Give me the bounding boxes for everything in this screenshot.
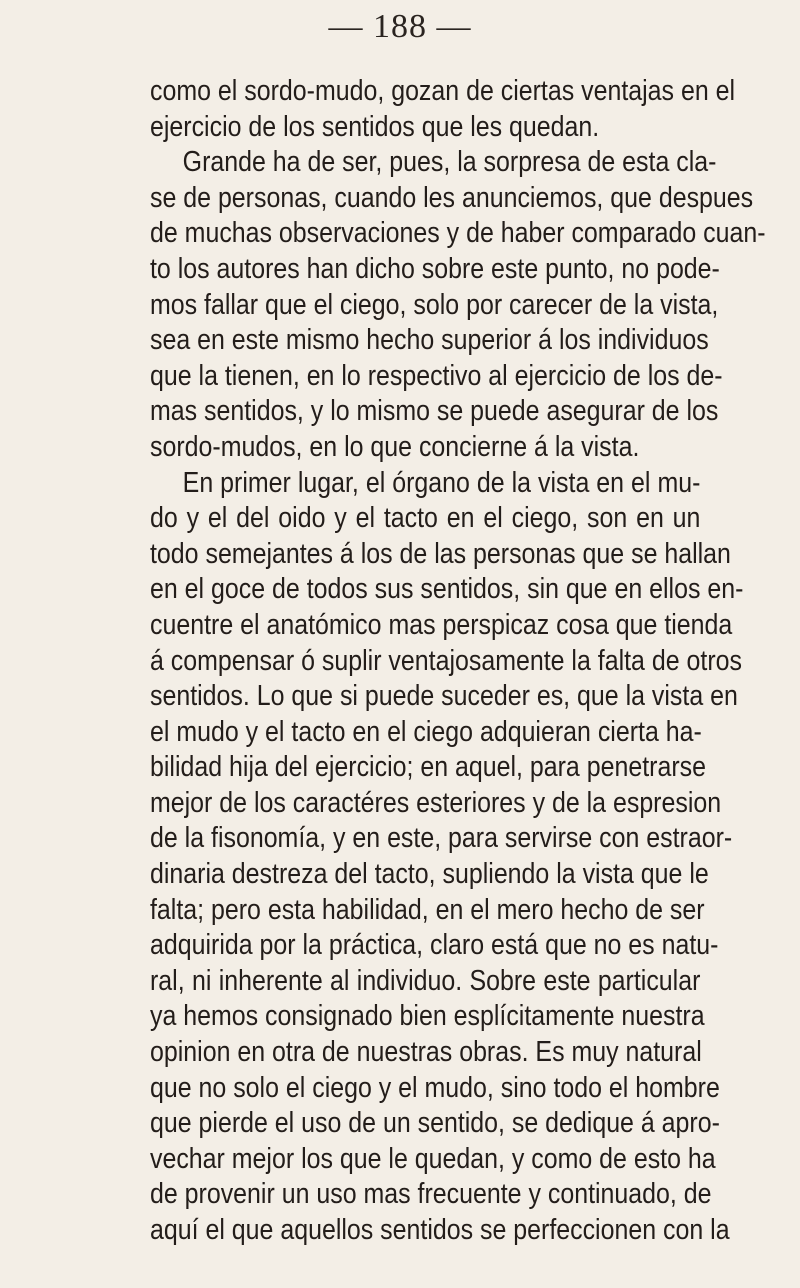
text-line: que la tienen, en lo respectivo al ejercicio de los de- bbox=[150, 359, 723, 392]
text-line: vechar mejor los que le quedan, y como de esto ha bbox=[150, 1142, 716, 1175]
text-line: de provenir un uso mas frecuente y continuado, de bbox=[150, 1178, 712, 1211]
text-line: to los autores han dicho sobre este punto, no pode- bbox=[150, 252, 720, 285]
text-line: Grande ha de ser, pues, la sorpresa de esta cla- bbox=[182, 146, 717, 179]
text-line: adquirida por la práctica, claro está que no es natu- bbox=[150, 929, 719, 962]
text-line: de la fisonomía, y en este, para servirse con estraor- bbox=[150, 822, 733, 855]
text-line: se de personas, cuando les anunciemos, que despues bbox=[150, 181, 754, 214]
text-line: mos fallar que el ciego, solo por carecer de la vista, bbox=[150, 288, 719, 321]
text-line: dinaria destreza del tacto, supliendo la vista que le bbox=[150, 858, 709, 891]
text-line: aquí el que aquellos sentidos se perfeccionen con la bbox=[150, 1214, 730, 1246]
text-line: falta; pero esta habilidad, en el mero hecho de ser bbox=[150, 893, 705, 926]
text-line: el mudo y el tacto en el ciego adquieran cierta ha- bbox=[150, 715, 702, 748]
text-line: bilidad hija del ejercicio; en aquel, para penetrarse bbox=[150, 751, 706, 784]
text-line: en el goce de todos sus sentidos, sin que en ellos en- bbox=[150, 573, 744, 606]
text-line: opinion en otra de nuestras obras. Es muy natural bbox=[150, 1036, 702, 1069]
page-number: — 188 — bbox=[328, 8, 472, 45]
text-line: que no solo el ciego y el mudo, sino todo el hombre bbox=[150, 1071, 720, 1104]
text-line: que pierde el uso de un sentido, se dedique á apro- bbox=[150, 1107, 720, 1140]
text-line: sentidos. Lo que si puede suceder es, que la vista en bbox=[150, 680, 738, 713]
text-line: á compensar ó suplir ventajosamente la falta de otros bbox=[150, 644, 742, 677]
text-line: de muchas observaciones y de haber comparado cuan- bbox=[150, 217, 766, 250]
body-text bbox=[150, 74, 766, 1249]
text-line: mejor de los caractéres esteriores y de la espresion bbox=[150, 786, 722, 819]
text-line: ya hemos consignado bien esplícitamente nuestra bbox=[150, 1000, 705, 1033]
text-line: En primer lugar, el órgano de la vista en el mu- bbox=[182, 466, 701, 499]
text-line: do y el del oido y el tacto en el ciego, son en un bbox=[150, 502, 701, 535]
text-line: todo semejantes á los de las personas que se hallan bbox=[150, 537, 731, 570]
text-line: ejercicio de los sentidos que les quedan. bbox=[150, 110, 600, 143]
text-line: cuentre el anatómico mas perspicaz cosa que tienda bbox=[150, 608, 733, 641]
text-line: sea en este mismo hecho superior á los individuos bbox=[150, 324, 709, 357]
text-line: mas sentidos, y lo mismo se puede asegurar de los bbox=[150, 395, 719, 428]
text-line: como el sordo-mudo, gozan de ciertas ventajas en el bbox=[150, 75, 736, 107]
text-line: ral, ni inherente al individuo. Sobre este particular bbox=[150, 964, 701, 997]
text-line: sordo-mudos, en lo que concierne á la vista. bbox=[150, 430, 640, 463]
